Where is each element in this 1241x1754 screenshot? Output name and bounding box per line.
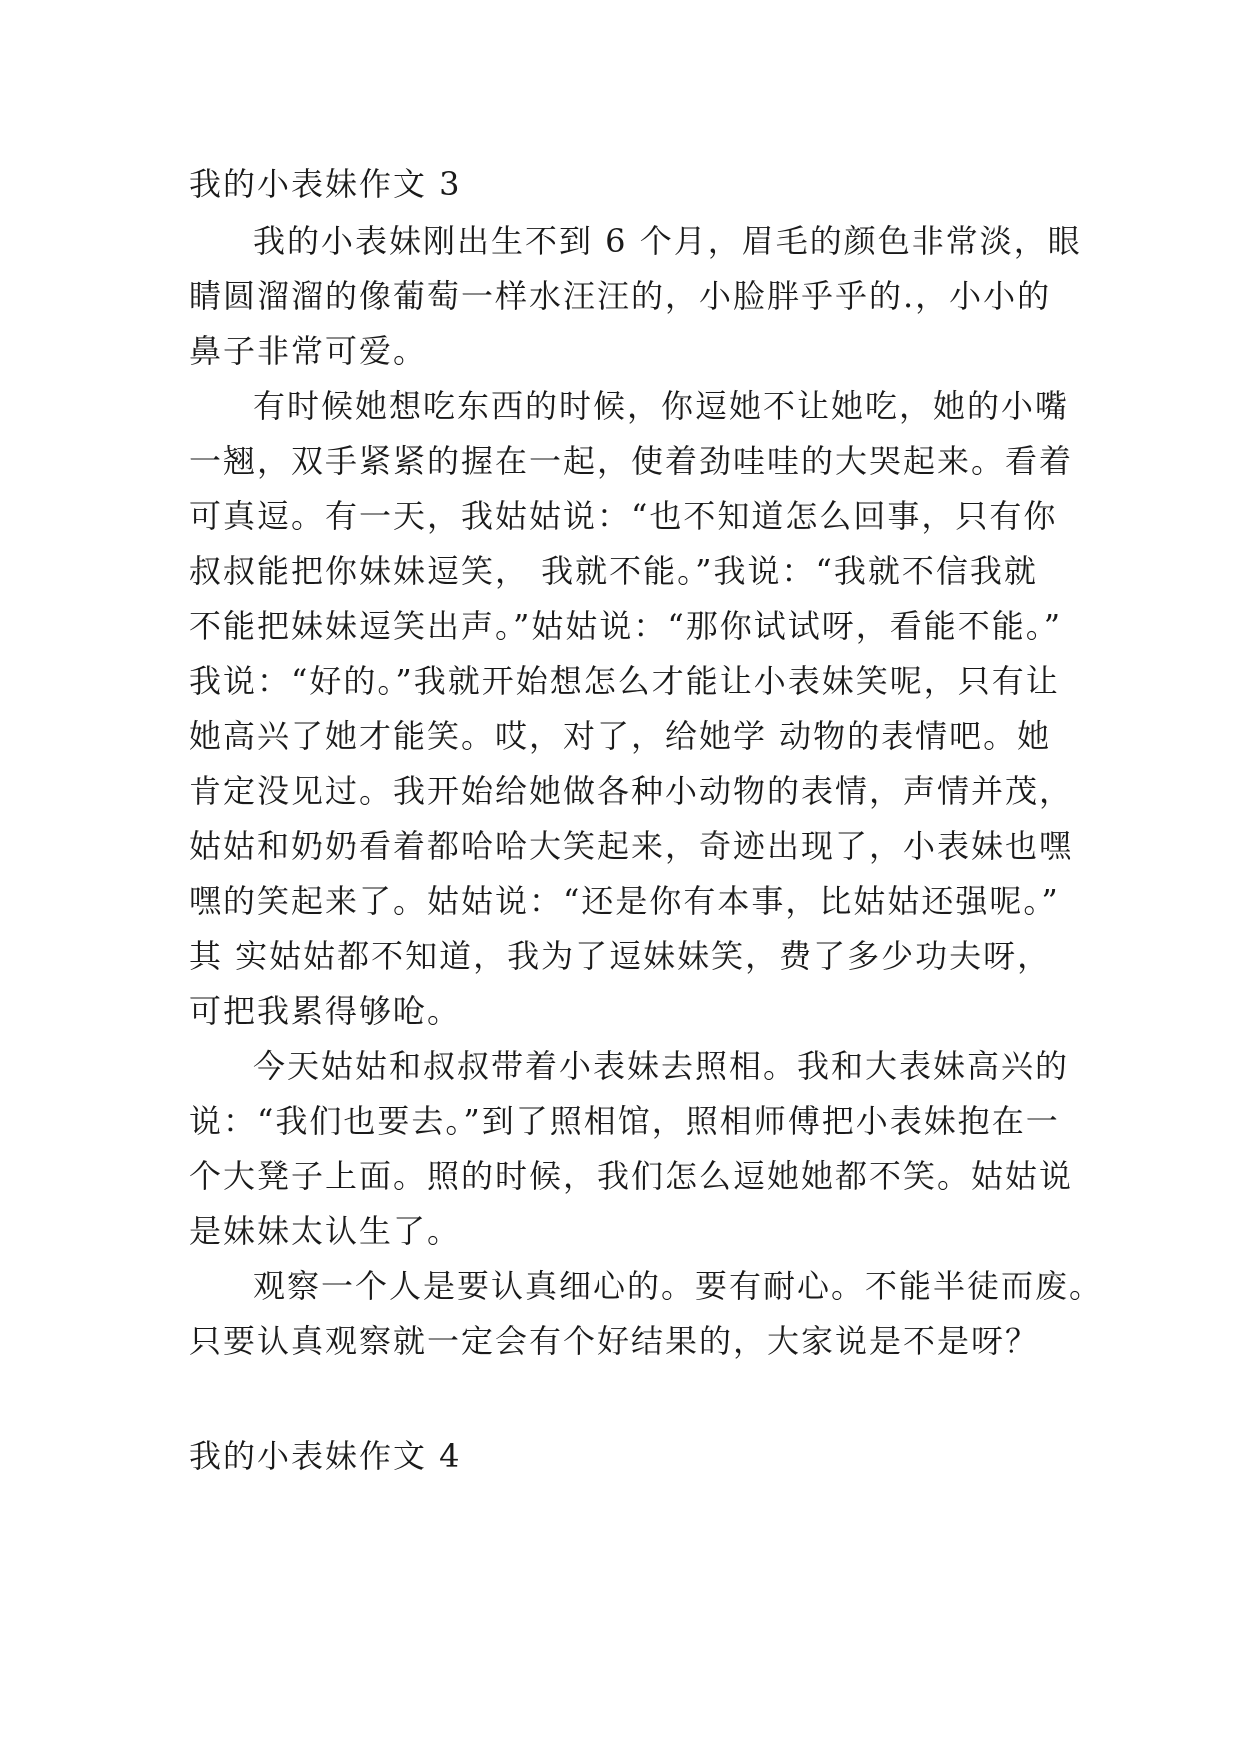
paragraph-2-line-2: 一翘，双手紧紧的握在一起，使着劲哇哇的大哭起来。看着 (189, 442, 1074, 480)
paragraph-1-line-3: 鼻子非常可爱。 (189, 332, 428, 370)
section-3-heading: 我的小表妹作文 3 (189, 165, 462, 203)
paragraph-2-line-5: 不能把妹妹逗笑出声。”姑姑说：“那你试试呀，看能不能。” (189, 607, 1063, 645)
paragraph-4-line-2: 只要认真观察就一定会有个好结果的，大家说是不是呀？ (189, 1322, 1040, 1360)
paragraph-2-line-11: 其 实姑姑都不知道，我为了逗妹妹笑，费了多少功夫呀， (189, 937, 1052, 975)
paragraph-2-line-8: 肯定没见过。我开始给她做各种小动物的表情，声情并茂， (189, 772, 1074, 810)
paragraph-3-line-1: 今天姑姑和叔叔带着小表妹去照相。我和大表妹高兴的 (253, 1047, 1070, 1085)
paragraph-2-line-4: 叔叔能把你妹妹逗笑， 我就不能。”我说：“我就不信我就 (189, 552, 1038, 590)
paragraph-2-line-10: 嘿的笑起来了。姑姑说：“还是你有本事，比姑姑还强呢。” (189, 882, 1060, 920)
section-4-heading: 我的小表妹作文 4 (189, 1437, 462, 1475)
paragraph-2-line-3: 可真逗。有一天，我姑姑说：“也不知道怎么回事，只有你 (189, 497, 1058, 535)
paragraph-1-line-1: 我的小表妹刚出生不到 6 个月，眉毛的颜色非常淡，眼 (253, 222, 1082, 260)
paragraph-2-line-7: 她高兴了她才能笑。哎，对了，给她学 动物的表情吧。她 (189, 717, 1052, 755)
paragraph-2-line-6: 我说：“好的。”我就开始想怎么才能让小表妹笑呢，只有让 (189, 662, 1060, 700)
paragraph-2-line-9: 姑姑和奶奶看着都哈哈大笑起来，奇迹出现了，小表妹也嘿 (189, 827, 1074, 865)
paragraph-3-line-4: 是妹妹太认生了。 (189, 1212, 462, 1250)
paragraph-2-line-12: 可把我累得够呛。 (189, 992, 462, 1030)
paragraph-3-line-3: 个大凳子上面。照的时候，我们怎么逗她她都不笑。姑姑说 (189, 1157, 1074, 1195)
paragraph-4-line-1: 观察一个人是要认真细心的。要有耐心。不能半徒而废。 (253, 1267, 1104, 1305)
paragraph-2-line-1: 有时候她想吃东西的时候，你逗她不让她吃，她的小嘴 (253, 387, 1070, 425)
paragraph-1-line-2: 睛圆溜溜的像葡萄一样水汪汪的，小脸胖乎乎的.，小小的 (189, 277, 1052, 315)
paragraph-3-line-2: 说：“我们也要去。”到了照相馆，照相师傅把小表妹抱在一 (189, 1102, 1060, 1140)
